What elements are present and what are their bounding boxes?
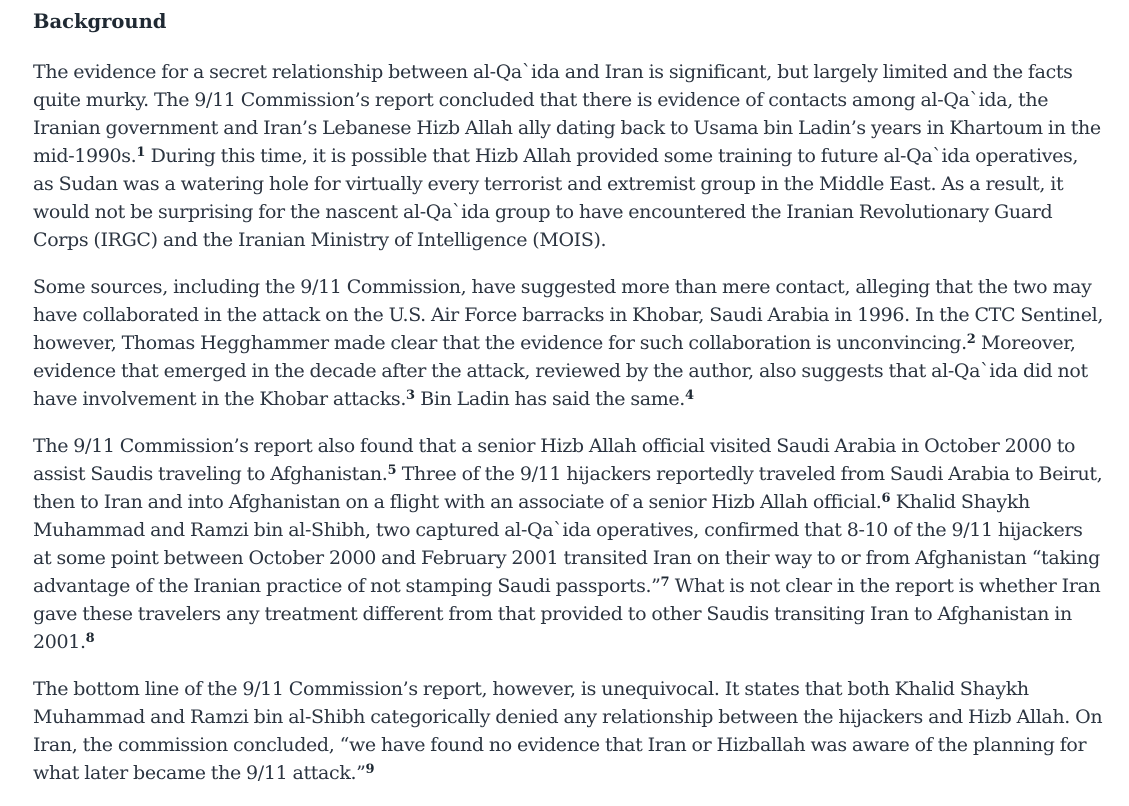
paragraph-text: The evidence for a secret relationship between al-Qa`ida and Iran is significant, but largely limited and the facts quite murky. The 9/11 Commission’s report concluded that there is evidence of contacts among al-Qa`ida, the Iranian government and Iran’s Lebanese Hizb Allah ally dating back to Usama bin Ladin’s years in Khartoum in the mid-1990s. — [33, 61, 1101, 167]
footnote-ref[interactable]: 4 — [684, 388, 695, 403]
paragraph-text: Three of the 9/11 hijackers reportedly traveled from Saudi Arabia to Beirut, then to Iran and into Afghanistan on a flight with an associate of a senior Hizb Allah official. — [33, 463, 1103, 513]
footnote-ref[interactable]: 7 — [660, 575, 670, 590]
paragraph-text: Khalid Shaykh Muhammad and Ramzi bin al-Shibh, two captured al-Qa`ida operatives, confirmed that 8-10 of the 9/11 hijackers at some point between October 2000 and February 2001 transited Iran on their way to or from Afghanistan “taking advantage of the Iranian practice of not stamping Saudi passports.” — [33, 491, 1100, 597]
paragraph-text: During this time, it is possible that Hizb Allah provided some training to future al-Qa`ida operatives, as Sudan was a watering hole for virtually every terrorist and extremist group in the Middle East. As a result, it would not be surprising for the nascent al-Qa`ida group to have encountered the Iranian Revolutionary Guard Corps (IRGC) and the Iranian Ministry of Intelligence (MOIS). — [33, 145, 1079, 251]
paragraph — [33, 675, 1103, 787]
section-heading: Background — [33, 10, 167, 33]
paragraph — [33, 58, 1103, 254]
paragraph — [33, 273, 1103, 413]
paragraph-text: Bin Ladin has said the same. — [415, 388, 685, 410]
paragraph-text: The 9/11 Commission’s report also found that a senior Hizb Allah official visited Saudi Arabia in October 2000 to assist Saudis traveling to Afghanistan. — [33, 435, 1076, 485]
paragraph-text: Moreover, evidence that emerged in the decade after the attack, reviewed by the author, also suggests that al-Qa`ida did not have involvement in the Khobar attacks. — [33, 332, 1088, 410]
footnote-ref[interactable]: 9 — [365, 762, 375, 777]
footnote-ref[interactable]: 6 — [881, 491, 891, 506]
article-body — [33, 6, 1103, 806]
footnote-ref[interactable]: 5 — [387, 463, 397, 478]
paragraph-text: What is not clear in the report is whether Iran gave these travelers any treatment different from that provided to other Saudis transiting Iran to Afghanistan in 2001. — [33, 575, 1101, 653]
paragraph-text: Some sources, including the 9/11 Commission, have suggested more than mere contact, alleging that the two may have collaborated in the attack on the U.S. Air Force barracks in Khobar, Saudi Arabia in 1996. In the CTC Sentinel, however, Thomas Hegghammer made clear that the evidence for such collaboration is unconvincing. — [33, 276, 1104, 354]
paragraph-text: The bottom line of the 9/11 Commission’s report, however, is unequivocal. It states that both Khalid Shaykh Muhammad and Ramzi bin al-Shibh categorically denied any relationship between the hijackers and Hizb Allah. On Iran, the commission concluded, “we have found no evidence that Iran or Hizballah was aware of the planning for what later became the 9/11 attack.” — [33, 678, 1103, 784]
footnote-ref[interactable]: 3 — [406, 388, 416, 403]
paragraph-container — [33, 58, 1103, 787]
footnote-ref[interactable]: 1 — [136, 145, 146, 160]
paragraph — [33, 432, 1103, 656]
footnote-ref[interactable]: 2 — [966, 332, 976, 347]
footnote-ref[interactable]: 8 — [85, 631, 95, 646]
